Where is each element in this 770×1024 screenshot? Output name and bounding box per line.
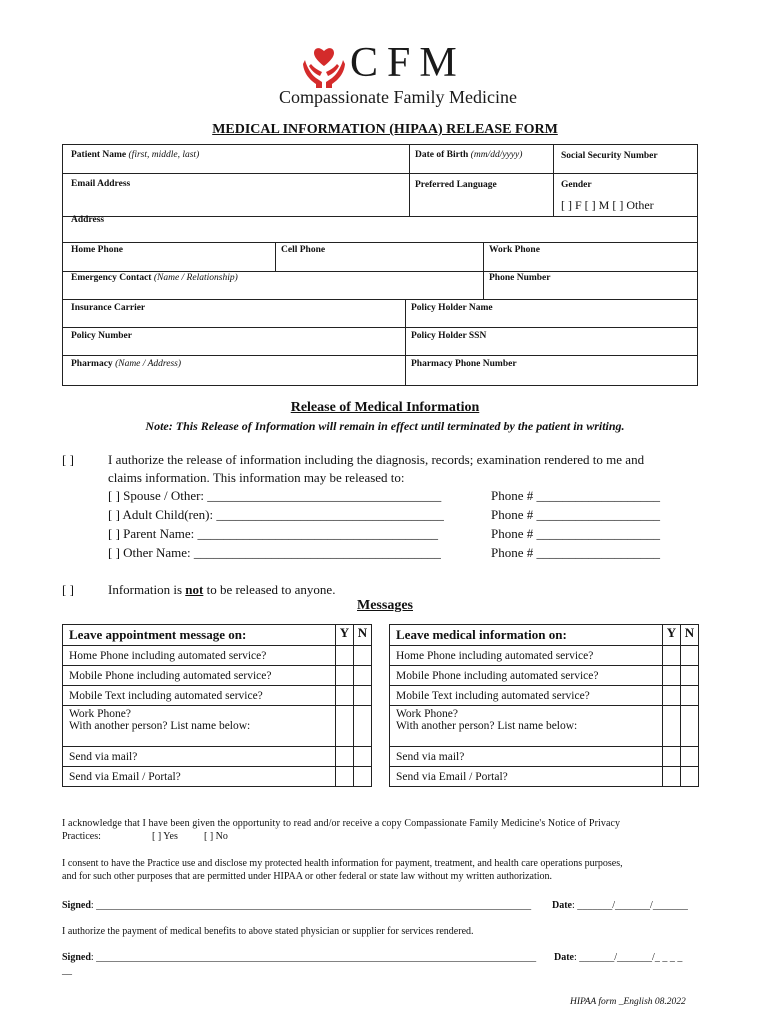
no-cell[interactable]	[681, 747, 699, 767]
yes-cell[interactable]	[336, 747, 354, 767]
med-email-portal: Send via Email / Portal?	[390, 767, 663, 787]
recipient-parent-phone[interactable]: Phone # ___________________	[491, 526, 660, 541]
home-phone-label: Home Phone	[71, 245, 123, 255]
medical-info-table	[389, 624, 699, 787]
form-title: MEDICAL INFORMATION (HIPAA) RELEASE FORM	[212, 122, 558, 137]
consent-line1: I consent to have the Practice use and disclose my protected health information for payment, treatment, and health care operations purposes,	[62, 858, 623, 869]
logo-wordmark: CFM	[350, 40, 466, 86]
yes-cell[interactable]	[663, 706, 681, 747]
yes-cell[interactable]	[336, 706, 354, 747]
no-cell[interactable]	[681, 767, 699, 787]
signature-line-1[interactable]: Signed: _______________________________________________________________________________________	[62, 900, 532, 911]
heart-hands-logo-icon	[302, 46, 346, 90]
recipient-other-phone[interactable]: Phone # ___________________	[491, 545, 660, 560]
ack-no-checkbox[interactable]: [ ] No	[204, 831, 228, 842]
patient-name-label: Patient Name (first, middle, last)	[71, 150, 200, 160]
yes-cell[interactable]	[663, 686, 681, 706]
med-mail: Send via mail?	[390, 747, 663, 767]
authorize-text-line1: I authorize the release of information including the diagnosis, records; examination rendered to me and	[108, 452, 645, 467]
yes-cell[interactable]	[336, 767, 354, 787]
preferred-language-label: Preferred Language	[415, 180, 497, 190]
gender-label: Gender	[561, 180, 592, 190]
policy-holder-ssn-label: Policy Holder SSN	[411, 331, 487, 341]
yes-cell[interactable]	[336, 646, 354, 666]
yes-cell[interactable]	[663, 646, 681, 666]
recipient-adult-children[interactable]: [ ] Adult Child(ren): ___________________________________	[108, 507, 444, 522]
consent-line2: and for such other purposes that are permitted under HIPAA or other federal or state law without my written authorization.	[62, 871, 553, 882]
recipient-spouse[interactable]: [ ] Spouse / Other: ____________________________________	[108, 488, 442, 503]
appointment-header: Leave appointment message on:	[63, 625, 336, 646]
cell-phone-label: Cell Phone	[281, 245, 326, 255]
recipient-adult-children-phone[interactable]: Phone # ___________________	[491, 507, 660, 522]
work-phone-label: Work Phone	[489, 245, 540, 255]
med-mobile-phone: Mobile Phone including automated service?	[390, 666, 663, 686]
ack-yes-checkbox[interactable]: [ ] Yes	[152, 831, 178, 842]
emergency-contact-label: Emergency Contact (Name / Relationship)	[71, 273, 238, 283]
yes-cell[interactable]	[663, 767, 681, 787]
no-cell[interactable]	[681, 706, 699, 747]
no-cell[interactable]	[354, 686, 372, 706]
email-label: Email Address	[71, 179, 131, 189]
no-cell[interactable]	[354, 646, 372, 666]
no-cell[interactable]	[681, 646, 699, 666]
no-release-text: Information is not to be released to anyone.	[108, 582, 336, 597]
med-home-phone: Home Phone including automated service?	[390, 646, 663, 666]
recipient-spouse-phone[interactable]: Phone # ___________________	[491, 488, 660, 503]
release-title: Release of Medical Information	[290, 400, 480, 415]
no-release-checkbox[interactable]: [ ]	[62, 582, 74, 597]
policy-holder-name-label: Policy Holder Name	[411, 303, 493, 313]
no-cell[interactable]	[681, 666, 699, 686]
authorize-checkbox[interactable]: [ ]	[62, 452, 74, 467]
appointment-message-table	[62, 624, 372, 787]
address-label: Address	[71, 215, 105, 225]
date-line-1[interactable]: Date: _______/_______/_______	[552, 900, 688, 911]
yes-column-header: Y	[663, 625, 681, 646]
no-cell[interactable]	[354, 666, 372, 686]
yes-cell[interactable]	[336, 686, 354, 706]
emergency-phone-label: Phone Number	[489, 273, 551, 283]
appt-work-another: Work Phone? With another person? List name below:	[63, 706, 336, 747]
appt-home-phone: Home Phone including automated service?	[63, 646, 336, 666]
med-mobile-text: Mobile Text including automated service?	[390, 686, 663, 706]
signature-line-2[interactable]: Signed: ________________________________________________________________________________________	[62, 952, 537, 963]
ssn-label: Social Security Number	[561, 151, 658, 161]
no-cell[interactable]	[681, 686, 699, 706]
trailing-dash: __	[62, 965, 72, 976]
no-cell[interactable]	[354, 767, 372, 787]
patient-info-grid	[62, 144, 698, 386]
policy-number-label: Policy Number	[71, 331, 132, 341]
no-cell[interactable]	[354, 747, 372, 767]
appt-mail: Send via mail?	[63, 747, 336, 767]
appt-mobile-text: Mobile Text including automated service?	[63, 686, 336, 706]
no-column-header: N	[354, 625, 372, 646]
recipient-other[interactable]: [ ] Other Name: ______________________________________	[108, 545, 441, 560]
yes-cell[interactable]	[336, 666, 354, 686]
appt-mobile-phone: Mobile Phone including automated service?	[63, 666, 336, 686]
footer-form-id: HIPAA form _English 08.2022	[570, 997, 686, 1007]
privacy-ack-line1: I acknowledge that I have been given the opportunity to read and/or receive a copy Compassionate Family Medicine's Notice of Privacy	[62, 818, 621, 829]
release-note: Note: This Release of Information will remain in effect until terminated by the patient in writing.	[145, 419, 625, 433]
date-line-2[interactable]: Date: _______/_______/_ _ _ _	[554, 952, 683, 963]
med-work-another: Work Phone? With another person? List name below:	[390, 706, 663, 747]
appt-email-portal: Send via Email / Portal?	[63, 767, 336, 787]
gender-options[interactable]: [ ] F [ ] M [ ] Other	[561, 198, 654, 212]
insurance-carrier-label: Insurance Carrier	[71, 303, 146, 313]
yes-cell[interactable]	[663, 666, 681, 686]
messages-title: Messages	[357, 598, 413, 613]
authorize-text-line2: claims information. This information may be released to:	[108, 470, 405, 485]
no-column-header: N	[681, 625, 699, 646]
no-cell[interactable]	[354, 706, 372, 747]
payment-authorization: I authorize the payment of medical benefits to above stated physician or supplier for services rendered.	[62, 926, 474, 937]
pharmacy-label: Pharmacy (Name / Address)	[71, 359, 182, 369]
medical-info-header: Leave medical information on:	[390, 625, 663, 646]
yes-column-header: Y	[336, 625, 354, 646]
pharmacy-phone-label: Pharmacy Phone Number	[411, 359, 517, 369]
dob-label: Date of Birth (mm/dd/yyyy)	[415, 150, 523, 160]
privacy-ack-line2: Practices:	[62, 831, 101, 842]
yes-cell[interactable]	[663, 747, 681, 767]
logo-subtitle: Compassionate Family Medicine	[279, 87, 517, 107]
recipient-parent[interactable]: [ ] Parent Name: _____________________________________	[108, 526, 439, 541]
